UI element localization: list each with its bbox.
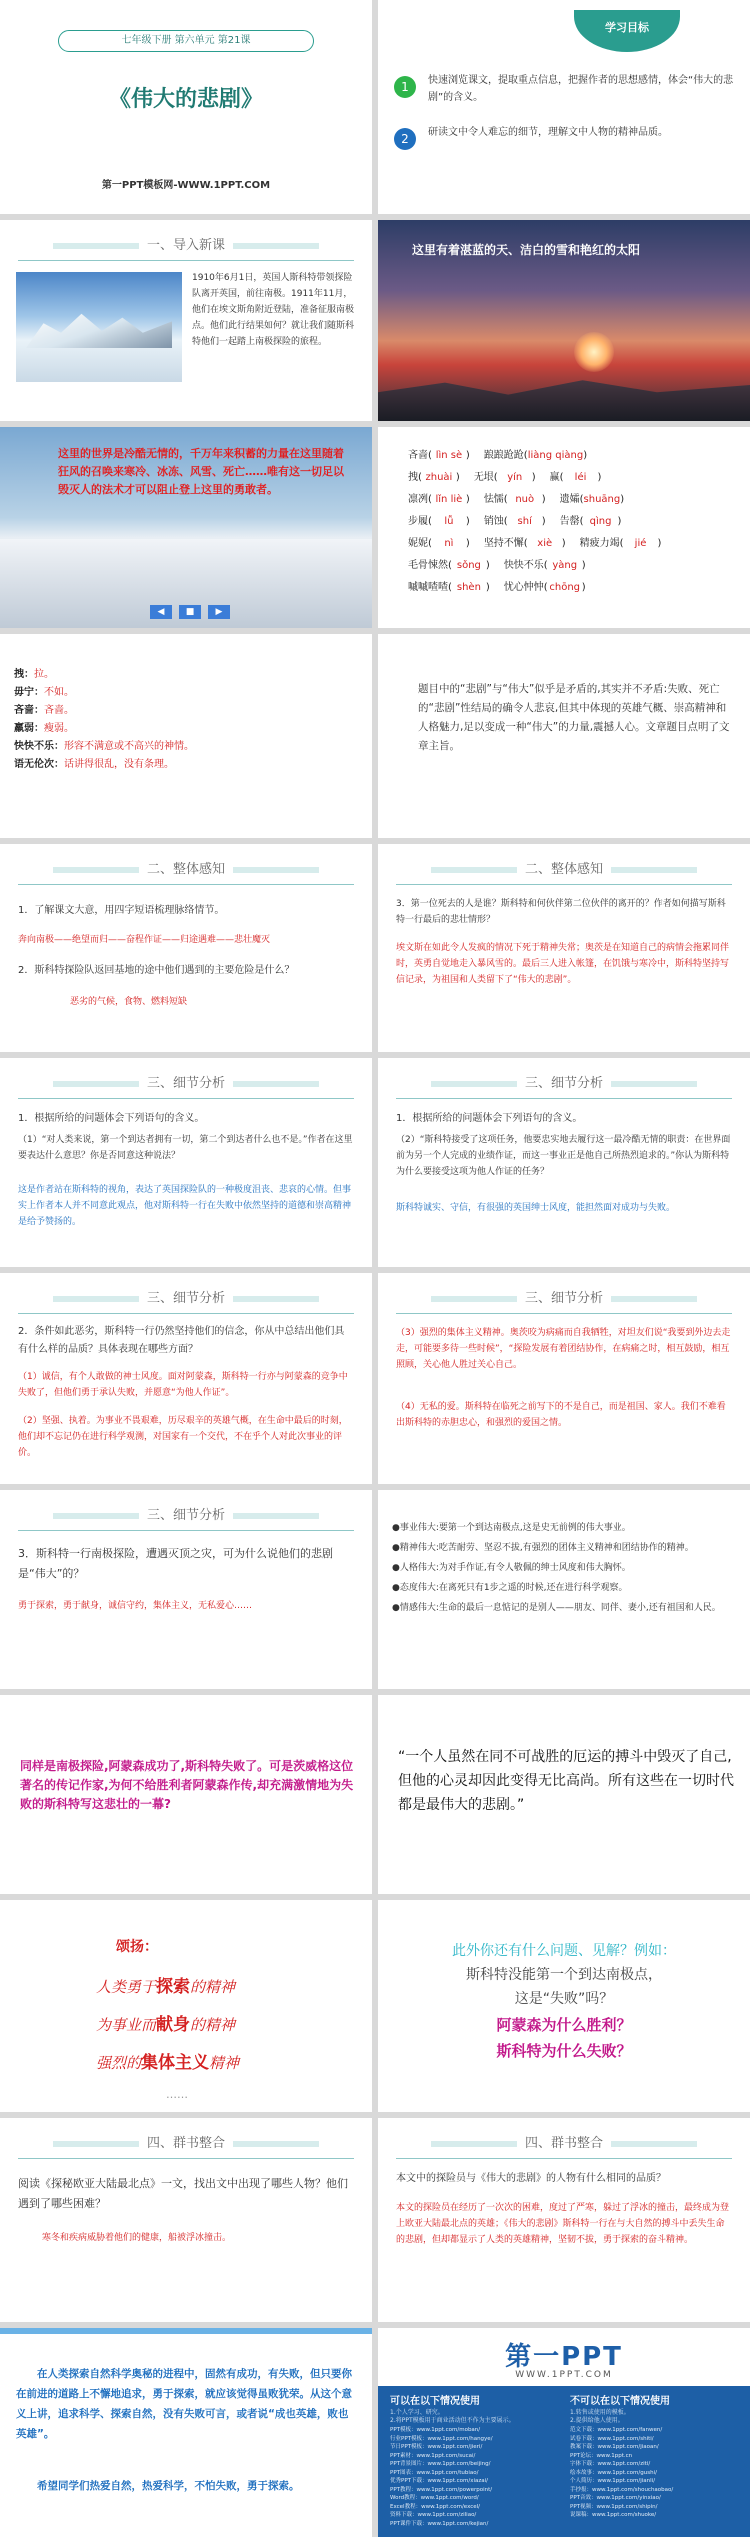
slide-title [0, 0, 372, 214]
discussion-prompt: 此外你还有什么问题、见解？例如： [452, 1943, 676, 1959]
vocab-word: 吝啬( [408, 450, 432, 461]
vocab-pinyin: yàng [552, 560, 578, 571]
vocab-pinyin: nuò [515, 494, 535, 505]
mountain-shape [26, 310, 172, 348]
why-question: 同样是南极探险,阿蒙森成功了,斯科特失败了。可是茨威格这位著名的传记作家,为何不给胜利者阿蒙森作传,却充满激情地为失败的斯科特写这悲壮的一幕? [20, 1759, 354, 1811]
vocab-word: 妮妮( [408, 538, 432, 549]
definition-value: 吝啬。 [44, 705, 74, 716]
vocab-pinyin: lǚ [444, 516, 454, 527]
vocab-word: 怯懦( [483, 494, 508, 505]
slide-praise [0, 1900, 372, 2112]
slide-antarctic [0, 427, 372, 628]
greatness-item: ●态度伟大:在离死只有1步之遥的时候,还在进行科学观察。 [392, 1583, 628, 1593]
vocab-word: ) [583, 450, 588, 461]
vocab-row [408, 577, 738, 599]
vocab-word: 精疲力竭( [579, 538, 624, 549]
resource-link[interactable]: 教案下载：www.1ppt.com/jiaoan/ [570, 2444, 659, 2450]
discussion-question-2: 斯科特为什么失败？ [496, 2042, 632, 2060]
definition-item [14, 756, 362, 774]
vocab-word: ) [657, 538, 662, 549]
vocab-word: 告罄( [559, 516, 584, 527]
praise-post: 的精神 [190, 1978, 236, 1996]
vocab-pinyin: sǒng [456, 560, 481, 571]
glacier-image [16, 272, 182, 382]
slide-question-why [0, 1695, 372, 1894]
slide-conclusion [0, 2328, 372, 2537]
lesson-header: 七年级下册 第六单元 第21课 [58, 30, 314, 52]
vocab-pinyin: qìng [589, 516, 612, 527]
vocab-word: 遗孀( [559, 494, 584, 505]
definition-term: 羸弱： [14, 723, 44, 734]
title-rule [396, 884, 732, 885]
quality-4: （4）无私的爱。斯科特在临死之前写下的不是自己，而是祖国、家人。我们不难看出斯科特的赤胆忠心，和强烈的爱国之情。 [396, 1402, 726, 1428]
definition-value: 瘦弱。 [44, 723, 74, 734]
vocab-word: ) [531, 472, 536, 483]
vocab-pinyin: xiè [537, 538, 553, 549]
definition-term: 毋宁： [14, 687, 44, 698]
goal-number-2: 2 [394, 128, 416, 150]
definition-term: 语无伦次： [14, 759, 64, 770]
discussion-line-2: 这是“失败”吗？ [514, 1991, 614, 2007]
vocab-word: 快快不乐( [503, 560, 548, 571]
greatness-item: ●人格伟大:为对手作证,有令人敬佩的绅士风度和伟大胸怀。 [392, 1563, 631, 1573]
vocab-word: ) [561, 538, 566, 549]
praise-line-2 [96, 2010, 235, 2035]
vocab-word: ) [617, 516, 622, 527]
slide-integration-2 [378, 2118, 750, 2322]
vocab-pinyin: lìn sè [435, 450, 463, 461]
integration-question-1: 阅读《探秘欧亚大陆最北点》一文，找出文中出现了哪些人物？他们遇到了哪些困难？ [18, 2177, 348, 2210]
slide-greatness [378, 1490, 750, 1689]
goal-text-1: 快速浏览课文，提取重点信息，把握作者的思想感情，体会“伟大的悲剧”的含义。 [428, 75, 734, 103]
greatness-item: ●事业伟大:要第一个到达南极点,这是史无前例的伟大事业。 [392, 1523, 631, 1533]
vocab-word: 凛冽( [408, 494, 432, 505]
resource-link[interactable]: 手抄报：www.1ppt.com/shouchaobao/ [570, 2486, 674, 2493]
title-rule [18, 1098, 354, 1099]
detail-answer-4: 勇于探索，勇于献身，诚信守约，集体主义，无私爱心…… [18, 1601, 253, 1611]
vocab-pinyin: yín [507, 472, 523, 483]
definition-term: 快快不乐： [14, 741, 64, 752]
definition-value: 形容不满意或不高兴的神情。 [64, 741, 194, 752]
vocab-word: ) [597, 472, 602, 483]
resource-link[interactable]: PPT图表：www.1ppt.com/tubiao/ [390, 2469, 479, 2476]
resource-link[interactable]: PPT课件下载：www.1ppt.com/kejian/ [390, 2520, 489, 2527]
discussion-line-1: 斯科特没能第一个到达南极点， [466, 1967, 662, 1983]
detail-question-4: 3．斯科特一行南极探险，遭遇灭顶之灾，可为什么说他们的悲剧是“伟大”的？ [18, 1547, 333, 1580]
resource-link[interactable]: PPT素材：www.1ppt.com/sucai/ [390, 2452, 476, 2459]
tragedy-quote: “一个人虽然在同不可战胜的厄运的搏斗中毁灭了自己,但他的心灵却因此变得无比高尚。所有这些在一切时代都是最伟大的悲剧。” [398, 1749, 734, 1813]
integration-answer-1: 寒冬和疾病威胁着他们的健康，船被浮冰撞击。 [42, 2233, 232, 2243]
greatness-item: ●情感伟大:生命的最后一息惦记的是别人——朋友、同伴、妻小,还有祖国和人民。 [392, 1603, 721, 1613]
vocab-word: 拽( [408, 472, 422, 483]
resource-link[interactable]: 范文下载：www.1ppt.com/fanwen/ [570, 2427, 663, 2433]
slide-detail-2 [378, 1058, 750, 1267]
resource-link[interactable]: 资料下载：www.1ppt.com/ziliao/ [390, 2512, 477, 2518]
vocab-word: ) [485, 582, 490, 593]
vocab-pinyin: shèn [456, 582, 481, 593]
slide-sunset [378, 220, 750, 421]
integration-question-2: 本文中的探险员与《伟大的悲剧》的人物有什么相同的品质？ [396, 2173, 666, 2184]
section-title: 一、导入新课 [0, 234, 372, 253]
resource-link[interactable]: Word教程：www.1ppt.com/word/ [390, 2495, 479, 2501]
allowed-sub-2: 2.将PPT模板用于商业活动但不作为主要展示。 [390, 2417, 515, 2424]
answer-3: 埃文斯在如此令人发疯的情况下死于精神失常；奥茨是在知道自己的病情会拖累同伴时，英勇自觉地走入暴风雪的。最后三人进入帐篷，在饥饿与寒冷中，斯科特坚持写信记录，为祖国和人类留下了“伟大的悲剧”。 [396, 943, 730, 985]
vocab-pinyin: zhuài [425, 472, 453, 483]
goal-text-2: 研读文中令人难忘的细节，理解文中人物的精神品质。 [428, 127, 668, 138]
vocab-row [408, 555, 738, 577]
vocab-word: ) [455, 472, 460, 483]
definition-value: 拉。 [34, 669, 54, 680]
detail-question-3: 2．条件如此恶劣，斯科特一行仍然坚持他们的信念，你从中总结出他们具有什么样的品质？具体表现在哪些方面？ [18, 1326, 345, 1355]
links-left [390, 2426, 560, 2528]
slide-detail-1 [0, 1058, 372, 1267]
lesson-title: 《伟大的悲剧》 [108, 86, 263, 112]
vocab-word: ) [465, 516, 470, 527]
resource-link[interactable]: 说课稿：www.1ppt.com/shuoke/ [570, 2512, 657, 2518]
vocab-pinyin: shí [517, 516, 532, 527]
section-title: 二、整体感知 [0, 858, 372, 877]
resource-link[interactable]: PPT音效：www.1ppt.com/yinxiao/ [570, 2495, 661, 2501]
links-right [570, 2426, 740, 2520]
vocab-pinyin: liàng qiàng [527, 450, 584, 461]
vocab-row [408, 511, 738, 533]
conclusion-wish: 希望同学们热爱自然，热爱科学，不怕失败，勇于探索。 [37, 2480, 300, 2492]
vocab-word: ) [581, 582, 586, 593]
vocab-pinyin: léi [574, 472, 587, 483]
vocab-word: 赢( [549, 472, 564, 483]
top-bar [0, 2328, 372, 2334]
resource-link[interactable]: 试卷下载：www.1ppt.com/shiti/ [570, 2435, 654, 2442]
resource-link[interactable]: 个人简历：www.1ppt.com/jianli/ [570, 2478, 656, 2484]
vocab-word: 无垠( [473, 472, 498, 483]
title-rule [18, 1313, 354, 1314]
conclusion-paragraph: 在人类探索自然科学奥秘的进程中，固然有成功，有失败，但只要你在前进的道路上不懈地追求，勇于探索，就应该觉得虽败犹荣。从这个意义上讲，追求科学、探索自然，没有失败可言，或者说“成也英雄，败也英雄”。 [16, 2368, 352, 2440]
vocab-pinyin: jié [634, 538, 647, 549]
question-1: 1．了解课文大意，用四字短语梳理脉络情节。 [18, 905, 225, 916]
title-rule [18, 884, 354, 885]
vocab-word: 毛骨悚然( [408, 560, 452, 571]
resource-link[interactable]: Excel教程：www.1ppt.com/excel/ [390, 2503, 481, 2510]
quality-2: （2）坚强、执着。为事业不畏艰难，历尽艰辛的英雄气概，在生命中最后的时刻，他们却不忘记仍在进行科学观测，对国家有一个交代，不在乎个人对此次事业的评价。 [18, 1416, 348, 1458]
praise-key: 探索 [156, 1977, 191, 1997]
resource-link[interactable]: PPT模板：www.1ppt.com/moban/ [390, 2427, 481, 2433]
title-rule [396, 1313, 732, 1314]
slide-intro [0, 220, 372, 421]
section-title: 三、细节分析 [0, 1504, 372, 1523]
praise-post: 精神 [209, 2054, 240, 2072]
title-rule [18, 2158, 354, 2159]
vocab-word: 销蚀( [483, 516, 508, 527]
resource-link[interactable]: 字体下载：www.1ppt.com/ziti/ [570, 2461, 651, 2467]
detail-answer-2: 斯科特诚实、守信，有很强的英国绅士风度，能担然面对成功与失败。 [396, 1203, 676, 1213]
vocab-word: 坚持不懈( [483, 538, 528, 549]
detail-question: 1．根据所给的问题体会下列语句的含义。 [18, 1113, 205, 1124]
license-panel [378, 2386, 750, 2537]
resource-link[interactable]: PPT教程：www.1ppt.com/powerpoint/ [390, 2486, 493, 2493]
vocab-word: ) [465, 450, 470, 461]
title-rule [18, 260, 354, 261]
praise-line-3 [96, 2048, 239, 2073]
vocab-word: ) [581, 560, 586, 571]
slide-discussion [378, 1900, 750, 2112]
definition-list [14, 666, 362, 774]
vocab-word: ) [465, 494, 470, 505]
allowed-sub: 1.个人学习、研究。 [390, 2409, 444, 2416]
slide-integration-1 [0, 2118, 372, 2322]
definition-value: 话讲得很乱，没有条理。 [64, 759, 174, 770]
vocab-list [408, 445, 738, 599]
definition-item [14, 666, 362, 684]
resource-link[interactable]: PPT论坛：www.1ppt.cn [570, 2452, 633, 2459]
question-2: 2．斯科特探险队返回基地的途中他们遇到的主要危险是什么？ [18, 965, 295, 976]
quality-1: （1）诚信，有个人敢做的神士风度。面对阿蒙森，斯科特一行亦与阿蒙森的竞争中失败了，但他们勇于承认失败，并愿意“为他人作证”。 [18, 1372, 348, 1398]
resource-link[interactable]: 节日PPT模板：www.1ppt.com/jieri/ [390, 2444, 483, 2450]
vocab-row [408, 445, 738, 467]
vocab-word: 踉踉跄跄( [483, 450, 528, 461]
discussion-question-1: 阿蒙森为什么胜利？ [496, 2016, 632, 2034]
slide-detail-3 [0, 1273, 372, 1484]
vocab-word: 步履( [408, 516, 432, 527]
praise-pre: 人类勇于 [96, 1978, 157, 1996]
sunset-caption: 这里有着湛蓝的天、洁白的雪和艳红的太阳 [412, 243, 641, 257]
definition-item [14, 702, 362, 720]
praise-pre: 为事业而 [96, 2016, 157, 2034]
praise-post: 的精神 [190, 2016, 236, 2034]
stop-button[interactable]: ■ [179, 605, 201, 619]
quality-3: （3）强烈的集体主义精神。奥茨咬为病痛而自我牺牲，对坦友们说“我要到外边去走走，可能要多待一些时候”，“探险发展有着团结协作，在病痛之时，相互鼓励，相互照顾，关心他人胜过关心自己。 [396, 1328, 731, 1370]
definition-term: 吝啬： [14, 705, 44, 716]
slide-detail-4 [378, 1273, 750, 1484]
site-url: WWW.1PPT.COM [515, 2370, 613, 2380]
slide-overview-2 [378, 844, 750, 1052]
intro-text: 1910年6月1日，英国人斯科特带领探险队离开英国，前往南极。1911年11月，他们在埃文斯角附近登陆，准备征服南极点。他们此行结果如何？就让我们随斯科特他们一起踏上南极探险的旅程。 [192, 273, 355, 347]
goal-number-1: 1 [394, 76, 416, 98]
slide-nav [150, 605, 230, 619]
logo-area [378, 2328, 750, 2386]
slide-overview-1 [0, 844, 372, 1052]
definition-item [14, 738, 362, 756]
vocab-word: ) [541, 494, 546, 505]
site-logo: 第一PPT [505, 2342, 623, 2372]
definition-value: 不如。 [44, 687, 74, 698]
section-title: 二、整体感知 [378, 858, 750, 877]
section-title: 三、细节分析 [0, 1287, 372, 1306]
praise-dots: …… [166, 2088, 188, 2101]
vocab-word: ) [465, 538, 470, 549]
praise-pre: 强烈的 [96, 2054, 142, 2072]
resource-link[interactable]: PPT背景图片：www.1ppt.com/beijing/ [390, 2461, 491, 2467]
answer-2: 恶劣的气候，食物、燃料短缺 [70, 997, 188, 1007]
vocab-word: 嘁嘁喳喳( [408, 582, 452, 593]
vocab-row [408, 467, 738, 489]
slide-goals [378, 0, 750, 214]
slide-title-meaning [378, 634, 750, 838]
slide-detail-5 [0, 1490, 372, 1689]
section-title: 四、群书整合 [0, 2132, 372, 2151]
vocab-word: ) [541, 516, 546, 527]
detail-question: 1．根据所给的问题体会下列语句的含义。 [396, 1113, 583, 1124]
greatness-list [392, 1520, 736, 1620]
resource-link[interactable]: 绘本故事：www.1ppt.com/gushi/ [570, 2469, 657, 2476]
question-3: 3．第一位死去的人是谁？斯科特和何伙伴第二位伙伴的离开的？作者如何描写斯科特一行最后的悲壮情形？ [396, 899, 726, 925]
antarctic-text: 这里的世界是冷酷无情的，千万年来积蓄的力量在这里随着狂风的召唤来寒冷、冰冻、风雪、死亡……唯有这一切足以毁灭人的法术才可以阻止登上这里的勇敢者。 [58, 447, 344, 496]
sun-shape [574, 332, 614, 372]
detail-answer-1: 这是作者站在斯科特的视角，表达了英国探险队的一种极度沮丧、悲哀的心情。但事实上作者本人并不同意此观点，他对斯科特一行在失败中依然坚持的道德和崇高精神是给予赞扬的。 [18, 1185, 352, 1227]
resource-link[interactable]: 优秀PPT下载：www.1ppt.com/xiazai/ [390, 2478, 489, 2484]
definition-term: 拽： [14, 669, 34, 680]
praise-key: 集体主义 [141, 2053, 210, 2073]
greatness-item: ●精神伟大:吃苦耐劳、坚忍不拔,有强烈的团体主义精神和团结协作的精神。 [392, 1543, 694, 1553]
vocab-pinyin: lǐn liè [435, 494, 463, 505]
section-title: 四、群书整合 [378, 2132, 750, 2151]
resource-link[interactable]: 行业PPT模板：www.1ppt.com/hangye/ [390, 2435, 493, 2442]
vocab-word: 忧心忡忡( [503, 582, 548, 593]
vocab-word: ) [485, 560, 490, 571]
vocab-row [408, 533, 738, 555]
vocab-pinyin: nì [444, 538, 454, 549]
section-title: 三、细节分析 [0, 1072, 372, 1091]
slide-license [378, 2328, 750, 2537]
site-name: 第一PPT模板网-WWW.1PPT.COM [101, 180, 271, 191]
praise-label: 颂扬： [116, 1939, 158, 1955]
allowed-title: 可以在以下情况使用 [390, 2396, 480, 2407]
detail-question-2: （2）“斯科特接受了这项任务，他要忠实地去履行这一最冷酷无情的职责：在世界面前为另一个人完成的业绩作证，而这一事业正是他自己所热烈追求的。”你认为斯科特为什么要接受这项为他人作证的任务？ [396, 1135, 731, 1177]
title-rule [396, 1098, 732, 1099]
praise-key: 献身 [156, 2015, 191, 2035]
resource-link[interactable]: PPT视频：www.1ppt.com/shipin/ [570, 2503, 658, 2510]
section-title: 三、细节分析 [378, 1072, 750, 1091]
slide-vocab [378, 427, 750, 628]
forbidden-title: 不可以在以下情况使用 [570, 2396, 670, 2407]
definition-item [14, 720, 362, 738]
section-title: 三、细节分析 [378, 1287, 750, 1306]
title-rule [18, 1530, 354, 1531]
forbidden-sub: 1.转售或使用的模板。 [570, 2409, 630, 2416]
next-button[interactable]: ▶ [208, 605, 230, 619]
vocab-word: ) [620, 494, 625, 505]
detail-question-1: （1）“对人类来说，第一个到达者拥有一切，第二个到达者什么也不是。”作者在这里要表达什么意思？你是否同意这种说法？ [18, 1135, 353, 1161]
definition-item [14, 684, 362, 702]
slide-definitions [0, 634, 372, 838]
vocab-row [408, 489, 738, 511]
vocab-pinyin: chōng [549, 582, 581, 593]
answer-1: 奔向南极——绝望而归——奋程作证——归途遇难——悲壮魔灭 [18, 935, 271, 945]
goals-badge: 学习目标 [574, 10, 680, 52]
title-rule [396, 2158, 732, 2159]
title-meaning-text: 题目中的“悲剧”与“伟大”似乎是矛盾的,其实并不矛盾:失败、死亡的“悲剧”性结局的确令人悲哀,但其中体现的英雄气概、崇高精神和人格魅力,足以变成一种“伟大”的力量,震撼人心。文章题目点明了文章主旨。 [418, 683, 730, 752]
prev-button[interactable]: ◀ [150, 605, 172, 619]
vocab-pinyin: shuāng [583, 494, 621, 505]
slide-quote [378, 1695, 750, 1894]
praise-line-1 [96, 1972, 235, 1997]
forbidden-sub-2: 2.提供给他人使用。 [570, 2417, 624, 2424]
ice-silhouette [378, 373, 750, 421]
integration-answer-2: 本文的探险员在经历了一次次的困难，度过了严寒，躲过了浮冰的撞击，最终成为登上欧亚大陆最北点的英雄；《伟大的悲剧》斯科特一行在与大自然的搏斗中丢失生命的悲剧，但却都显示了人类的英雄精神，坚韧不拔，勇于探索的奋斗精神。 [396, 2203, 730, 2245]
